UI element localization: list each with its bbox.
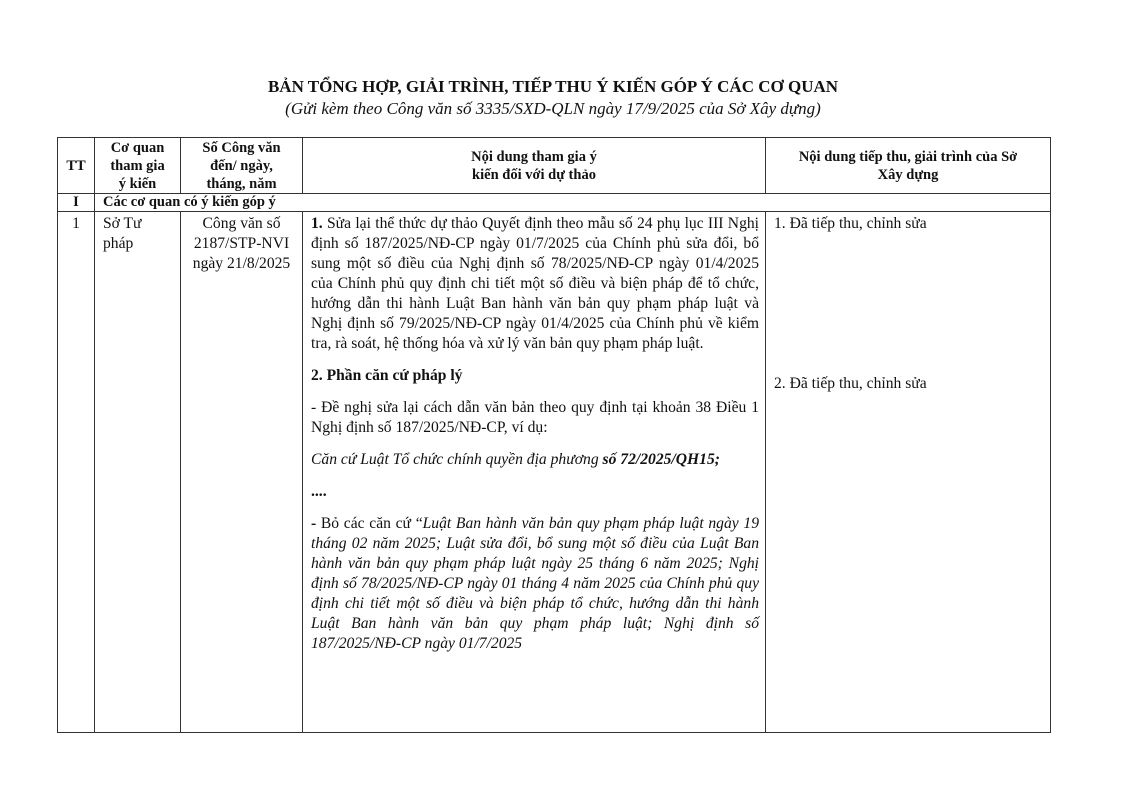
- content-p1-text: Sửa lại thể thức dự thảo Quyết định theo mẫu số 24 phụ lục III Nghị định số 187/2025/NĐ-CP ngày 01/7/2025 của Chính phủ sửa đổi, bổ sung một số điều của Nghị định số 78/2025/NĐ-CP ngày 01/4/2025 của Chính phủ quy định chi tiết một số điều và biện pháp để tổ chức, hướng dẫn thi hành Luật Ban hành văn bản quy phạm pháp luật và Nghị định số 79/2025/NĐ-CP ngày 01/4/2025 của Chính phủ về kiểm tra, rà soát, hệ thống hóa và xử lý văn bản quy phạm pháp luật.: [311, 215, 759, 352]
- content-example-italic: Căn cứ Luật Tổ chức chính quyền địa phương: [311, 451, 603, 468]
- response-item-2: 2. Đã tiếp thu, chỉnh sửa: [774, 375, 927, 392]
- header-response-line-1: Nội dung tiếp thu, giải trình của Sở: [798, 148, 1018, 165]
- content-remove-italic: Luật Ban hành văn bản quy phạm pháp luật ngày 19 tháng 02 năm 2025; Luật sửa đổi, bổ sung một số điều của Luật Ban hành văn bản quy phạm pháp luật ngày 25 tháng 6 năm 2025; Nghị định số 78/2025/NĐ-CP ngày 01 tháng 4 năm 2025 của Chính phủ quy định chi tiết một số điều và biện pháp tổ chức, hướng dẫn thi hành Luật Ban hành văn bản quy phạm pháp luật; Nghị định số 187/2025/NĐ-CP ngày 01/7/2025: [311, 515, 759, 652]
- table-header-row: [58, 138, 1051, 194]
- row-agency-line-2: pháp: [103, 235, 134, 252]
- section-row: [58, 194, 1051, 212]
- row-agency-line-1: Sở Tư: [103, 215, 142, 232]
- header-content-line-1: Nội dung tham gia ý: [471, 148, 597, 165]
- section-label: Các cơ quan có ý kiến góp ý: [95, 194, 1051, 212]
- document-title: BẢN TỔNG HỢP, GIẢI TRÌNH, TIẾP THU Ý KIẾN GÓP Ý CÁC CƠ QUAN: [267, 77, 839, 96]
- row-document-line-2: 2187/STP-NVI: [193, 235, 290, 252]
- row-number: 1: [58, 212, 95, 733]
- header-agency-line-3: ý kiến: [118, 175, 157, 192]
- section-number: I: [58, 194, 95, 212]
- header-content: [303, 138, 766, 194]
- header-agency-line-1: Cơ quan: [110, 139, 165, 156]
- row-response: [766, 212, 1051, 733]
- response-item-1: 1. Đã tiếp thu, chỉnh sửa: [774, 215, 927, 232]
- content-example-bold: số 72/2025/QH15;: [602, 451, 720, 468]
- header-document-line-2: đến/ ngày,: [210, 157, 273, 174]
- row-document-line-1: Công văn số: [202, 215, 281, 232]
- content-paragraph-1: [311, 212, 759, 354]
- content-heading-legal-basis: 2. Phần căn cứ pháp lý: [311, 367, 463, 384]
- header-document-line-1: Số Công văn: [202, 139, 281, 156]
- content-p1-number: 1.: [311, 215, 323, 232]
- row-agency: [95, 212, 181, 733]
- content-remove-plain: Bỏ các căn cứ “: [316, 515, 423, 532]
- header-document-line-3: tháng, năm: [206, 175, 277, 192]
- header-response: [766, 138, 1051, 194]
- row-document: [181, 212, 303, 733]
- row-content: [303, 212, 766, 733]
- header-tt: TT: [58, 138, 95, 194]
- header-response-line-2: Xây dựng: [877, 166, 939, 183]
- document-subtitle: (Gửi kèm theo Công văn số 3335/SXD-QLN ngày 17/9/2025 của Sở Xây dựng): [285, 99, 821, 118]
- feedback-table: [57, 137, 1051, 733]
- header-content-line-2: kiến đối với dự thảo: [472, 166, 596, 183]
- content-paragraph-remove: [311, 514, 759, 654]
- header-agency-line-2: tham gia: [110, 157, 165, 174]
- content-ellipsis: ....: [311, 483, 327, 500]
- header-agency: [95, 138, 181, 194]
- content-paragraph-3: - Đề nghị sửa lại cách dẫn văn bản theo quy định tại khoản 38 Điều 1 Nghị định số 187/2025/NĐ-CP, ví dụ:: [311, 399, 759, 436]
- header-document: [181, 138, 303, 194]
- content-remove-dash: -: [311, 515, 317, 532]
- row-document-line-3: ngày 21/8/2025: [192, 255, 291, 272]
- content-paragraph-example: [311, 450, 759, 470]
- table-row: [58, 212, 1051, 733]
